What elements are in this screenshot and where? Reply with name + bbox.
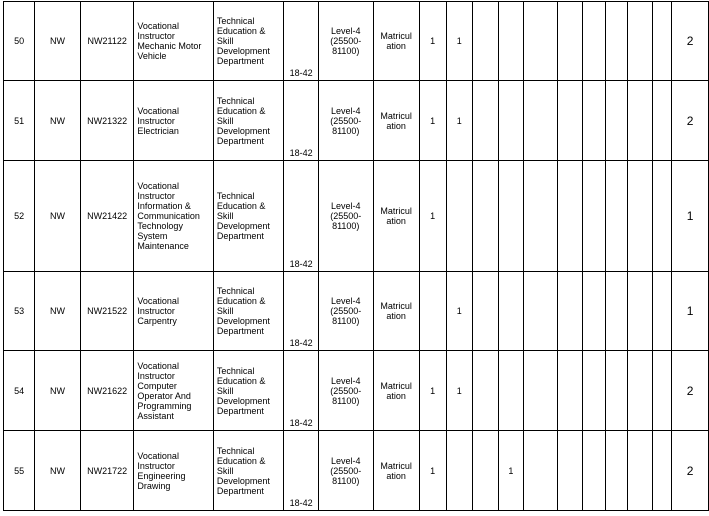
category-cell-d [498,2,523,81]
total-cell [672,351,709,431]
age-limit-cell-text: 18-42 [289,68,313,78]
post-name-cell [134,161,213,272]
empty-cell [557,272,582,351]
category-cell-a-text: 1 [430,465,436,476]
department-cell-text: Technical Education & Skill Development Department [216,16,270,66]
category-cell-c [472,2,498,81]
serial-number-cell-text: 53 [14,306,25,316]
category-cell-b-text: 1 [456,115,462,126]
post-code-cell-text: NW21722 [87,465,128,476]
empty-cell [524,161,558,272]
table-row [4,351,709,431]
post-code-cell-text: NW21422 [87,211,128,221]
zone-cell-text: NW [50,385,66,396]
total-cell-text: 2 [686,383,694,398]
category-cell-b [446,81,472,161]
post-code-cell-text: NW21622 [87,385,128,396]
zone-cell [35,81,81,161]
department-cell [213,431,283,511]
serial-number-cell [4,161,35,272]
empty-cell [524,81,558,161]
category-cell-a [419,272,446,351]
post-name-cell [134,81,213,161]
zone-cell-text: NW [50,306,66,316]
post-name-cell-text: Vocational Instructor Electrician [137,105,179,136]
post-code-cell [80,2,133,81]
pay-level-cell-text: Level-4 (25500-81100) [330,296,362,326]
pay-level-cell [318,431,373,511]
empty-cell [557,81,582,161]
empty-cell [605,351,627,431]
empty-cell [524,272,558,351]
zone-cell [35,272,81,351]
pay-level-cell [318,2,373,81]
category-cell-a [419,81,446,161]
post-code-cell-text: NW21522 [87,306,128,316]
post-code-cell [80,272,133,351]
qualification-cell-text: Matriculation [380,110,412,131]
post-code-cell [80,431,133,511]
category-cell-c [472,431,498,511]
category-cell-d [498,161,523,272]
category-cell-b [446,2,472,81]
empty-cell [652,351,671,431]
department-cell [213,81,283,161]
zone-cell [35,161,81,272]
empty-cell [557,161,582,272]
age-limit-cell [284,351,319,431]
category-cell-b [446,431,472,511]
category-cell-c [472,161,498,272]
serial-number-cell-text: 55 [14,465,25,476]
age-limit-cell [284,2,319,81]
total-cell-text: 1 [686,209,694,223]
post-name-cell [134,351,213,431]
empty-cell [605,431,627,511]
empty-cell [557,2,582,81]
serial-number-cell [4,2,35,81]
category-cell-b [446,161,472,272]
table-row [4,2,709,81]
pay-level-cell [318,351,373,431]
qualification-cell-text: Matriculation [380,206,412,226]
serial-number-cell [4,81,35,161]
category-cell-d [498,431,523,511]
post-name-cell-text: Vocational Instructor Carpentry [137,296,179,326]
department-cell [213,2,283,81]
post-name-cell-text: Vocational Instructor Information & Communication Technology System Maintenance [137,181,200,251]
department-cell [213,161,283,272]
pay-level-cell [318,161,373,272]
total-cell [672,431,709,511]
category-cell-c [472,81,498,161]
category-cell-d [498,272,523,351]
empty-cell [582,351,605,431]
empty-cell [627,351,652,431]
post-code-cell [80,351,133,431]
empty-cell [652,431,671,511]
category-cell-d [498,81,523,161]
category-cell-a [419,161,446,272]
empty-cell [652,2,671,81]
category-cell-a [419,2,446,81]
empty-cell [524,351,558,431]
category-cell-a-text: 1 [430,115,436,126]
empty-cell [652,272,671,351]
total-cell-text: 2 [686,463,694,478]
post-code-cell [80,81,133,161]
age-limit-cell-text: 18-42 [289,338,313,348]
category-cell-a [419,431,446,511]
category-cell-a-text: 1 [430,385,436,396]
pay-level-cell [318,272,373,351]
zone-cell-text: NW [50,115,66,126]
total-cell [672,272,709,351]
age-limit-cell-text: 18-42 [289,148,313,158]
age-limit-cell [284,161,319,272]
pay-level-cell-text: Level-4 (25500-81100) [330,26,362,56]
qualification-cell-text: Matriculation [380,460,412,481]
total-cell [672,161,709,272]
empty-cell [627,161,652,272]
pay-level-cell [318,81,373,161]
empty-cell [605,272,627,351]
total-cell-text: 1 [686,304,694,318]
qualification-cell-text: Matriculation [380,380,412,401]
serial-number-cell-text: 50 [14,36,25,46]
zone-cell-text: NW [50,465,66,476]
age-limit-cell-text: 18-42 [289,259,313,269]
age-limit-cell [284,431,319,511]
department-cell-text: Technical Education & Skill Development Department [216,365,270,416]
qualification-cell-text: Matriculation [380,301,412,321]
category-cell-a [419,351,446,431]
empty-cell [605,161,627,272]
empty-cell [582,161,605,272]
category-cell-b-text: 1 [456,385,462,396]
qualification-cell [373,431,419,511]
category-cell-d-text: 1 [508,465,514,476]
zone-cell [35,431,81,511]
post-name-cell [134,272,213,351]
category-cell-a-text: 1 [430,36,436,46]
department-cell [213,272,283,351]
serial-number-cell-text: 52 [14,211,25,221]
category-cell-c [472,272,498,351]
pay-level-cell-text: Level-4 (25500-81100) [330,375,362,406]
empty-cell [582,272,605,351]
age-limit-cell-text: 18-42 [289,418,313,428]
table-row [4,161,709,272]
total-cell-text: 2 [686,113,694,128]
qualification-cell-text: Matriculation [380,31,412,51]
empty-cell [627,81,652,161]
post-name-cell-text: Vocational Instructor Mechanic Motor Vehicle [137,21,202,61]
empty-cell [524,2,558,81]
post-code-cell [80,161,133,272]
serial-number-cell [4,272,35,351]
table-row [4,272,709,351]
category-cell-b-text: 1 [456,306,462,316]
total-cell-text: 2 [686,34,694,48]
empty-cell [582,2,605,81]
department-cell-text: Technical Education & Skill Development Department [216,95,270,146]
category-cell-c [472,351,498,431]
vacancy-table [3,1,709,511]
empty-cell [627,2,652,81]
empty-cell [582,81,605,161]
category-cell-b-text: 1 [456,36,462,46]
department-cell-text: Technical Education & Skill Development Department [216,191,270,241]
empty-cell [557,351,582,431]
empty-cell [524,431,558,511]
total-cell [672,2,709,81]
qualification-cell [373,161,419,272]
qualification-cell [373,2,419,81]
age-limit-cell-text: 18-42 [289,498,313,508]
department-cell [213,351,283,431]
pay-level-cell-text: Level-4 (25500-81100) [330,201,362,231]
empty-cell [652,161,671,272]
empty-cell [652,81,671,161]
zone-cell [35,2,81,81]
serial-number-cell-text: 54 [14,385,25,396]
age-limit-cell [284,81,319,161]
department-cell-text: Technical Education & Skill Development Department [216,286,270,336]
department-cell-text: Technical Education & Skill Development Department [216,445,270,496]
empty-cell [582,431,605,511]
table-row [4,81,709,161]
post-name-cell [134,431,213,511]
post-code-cell-text: NW21122 [87,36,127,46]
total-cell [672,81,709,161]
serial-number-cell-text: 51 [14,115,25,126]
empty-cell [627,431,652,511]
pay-level-cell-text: Level-4 (25500-81100) [330,455,362,486]
empty-cell [605,2,627,81]
zone-cell-text: NW [50,36,66,46]
zone-cell [35,351,81,431]
qualification-cell [373,81,419,161]
table-row [4,431,709,511]
serial-number-cell [4,351,35,431]
category-cell-a-text: 1 [430,211,436,221]
zone-cell-text: NW [50,211,66,221]
empty-cell [627,272,652,351]
post-name-cell [134,2,213,81]
qualification-cell [373,351,419,431]
qualification-cell [373,272,419,351]
serial-number-cell [4,431,35,511]
category-cell-b [446,272,472,351]
pay-level-cell-text: Level-4 (25500-81100) [330,105,362,136]
category-cell-b [446,351,472,431]
empty-cell [605,81,627,161]
empty-cell [557,431,582,511]
post-name-cell-text: Vocational Instructor Computer Operator And Programming Assistant [137,360,192,421]
category-cell-d [498,351,523,431]
post-code-cell-text: NW21322 [87,115,128,126]
age-limit-cell [284,272,319,351]
post-name-cell-text: Vocational Instructor Engineering Drawing [137,450,186,491]
